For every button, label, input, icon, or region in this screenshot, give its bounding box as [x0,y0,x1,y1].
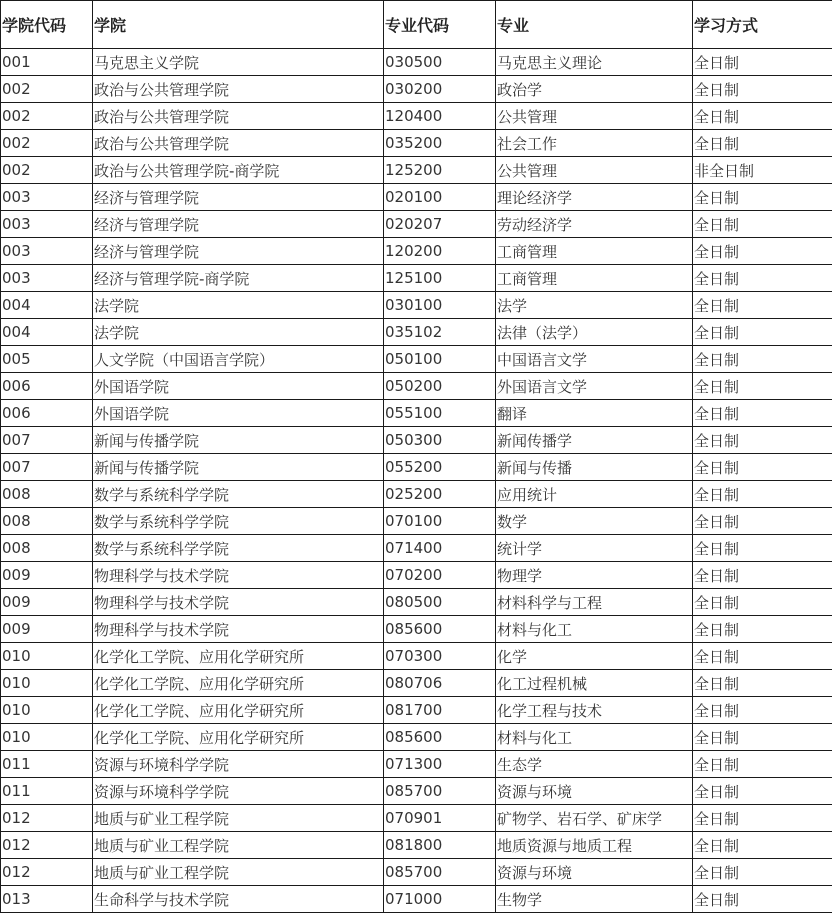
major-code-cell: 055100 [384,400,496,427]
major-cell: 工商管理 [496,265,693,292]
table-row [1,184,832,211]
study-mode-cell: 全日制 [693,346,832,373]
table-row [1,454,832,481]
major-cell: 劳动经济学 [496,211,693,238]
college-cell: 物理科学与技术学院 [93,562,384,589]
college-code-cell: 012 [1,832,93,859]
table-row [1,319,832,346]
study-mode-cell: 全日制 [693,724,832,751]
college-cell: 物理科学与技术学院 [93,616,384,643]
table-row [1,778,832,805]
college-cell: 政治与公共管理学院 [93,103,384,130]
major-cell: 政治学 [496,76,693,103]
college-cell: 数学与系统科学学院 [93,481,384,508]
college-code-cell: 003 [1,184,93,211]
study-mode-cell: 非全日制 [693,157,832,184]
study-mode-cell: 全日制 [693,265,832,292]
college-cell: 人文学院（中国语言学院） [93,346,384,373]
study-mode-cell: 全日制 [693,400,832,427]
major-code-cell: 070300 [384,643,496,670]
table-row [1,859,832,886]
major-code-cell: 085600 [384,724,496,751]
major-cell: 化学工程与技术 [496,697,693,724]
college-code-cell: 002 [1,130,93,157]
major-cell: 新闻传播学 [496,427,693,454]
major-cell: 统计学 [496,535,693,562]
college-cell: 资源与环境科学学院 [93,778,384,805]
college-code-cell: 008 [1,535,93,562]
major-code-cell: 070100 [384,508,496,535]
college-code-cell: 011 [1,778,93,805]
header-college-code: 学院代码 [1,1,93,49]
major-cell: 外国语言文学 [496,373,693,400]
major-cell: 数学 [496,508,693,535]
college-code-cell: 004 [1,319,93,346]
major-code-cell: 030500 [384,49,496,76]
major-code-cell: 081700 [384,697,496,724]
study-mode-cell: 全日制 [693,238,832,265]
study-mode-cell: 全日制 [693,697,832,724]
major-code-cell: 020100 [384,184,496,211]
college-cell: 外国语学院 [93,373,384,400]
college-code-cell: 010 [1,643,93,670]
college-code-cell: 010 [1,724,93,751]
major-cell: 工商管理 [496,238,693,265]
college-cell: 经济与管理学院 [93,211,384,238]
study-mode-cell: 全日制 [693,49,832,76]
college-code-cell: 011 [1,751,93,778]
college-cell: 法学院 [93,292,384,319]
table-row [1,508,832,535]
major-cell: 理论经济学 [496,184,693,211]
major-code-cell: 120200 [384,238,496,265]
header-study-mode: 学习方式 [693,1,832,49]
study-mode-cell: 全日制 [693,481,832,508]
college-code-cell: 007 [1,454,93,481]
college-code-cell: 002 [1,76,93,103]
table-row [1,535,832,562]
table-row [1,616,832,643]
college-code-cell: 007 [1,427,93,454]
college-cell: 化学化工学院、应用化学研究所 [93,670,384,697]
college-cell: 地质与矿业工程学院 [93,832,384,859]
college-cell: 化学化工学院、应用化学研究所 [93,697,384,724]
college-code-cell: 010 [1,670,93,697]
table-row [1,373,832,400]
study-mode-cell: 全日制 [693,373,832,400]
college-cell: 新闻与传播学院 [93,427,384,454]
major-code-cell: 025200 [384,481,496,508]
college-cell: 物理科学与技术学院 [93,589,384,616]
table-header-row [1,1,832,49]
college-cell: 数学与系统科学学院 [93,535,384,562]
major-code-cell: 050100 [384,346,496,373]
college-code-cell: 003 [1,238,93,265]
college-cell: 资源与环境科学学院 [93,751,384,778]
major-code-cell: 080706 [384,670,496,697]
study-mode-cell: 全日制 [693,805,832,832]
table-row [1,76,832,103]
study-mode-cell: 全日制 [693,616,832,643]
major-cell: 新闻与传播 [496,454,693,481]
major-cell: 法律（法学） [496,319,693,346]
major-code-cell: 030100 [384,292,496,319]
college-code-cell: 003 [1,211,93,238]
college-code-cell: 005 [1,346,93,373]
major-code-cell: 071300 [384,751,496,778]
table-row [1,697,832,724]
college-code-cell: 002 [1,157,93,184]
college-cell: 新闻与传播学院 [93,454,384,481]
college-code-cell: 006 [1,400,93,427]
college-cell: 经济与管理学院 [93,184,384,211]
table-row [1,562,832,589]
college-code-cell: 012 [1,805,93,832]
study-mode-cell: 全日制 [693,886,832,913]
major-code-cell: 030200 [384,76,496,103]
college-code-cell: 009 [1,616,93,643]
header-college: 学院 [93,1,384,49]
table-row [1,49,832,76]
college-code-cell: 002 [1,103,93,130]
major-cell: 材料科学与工程 [496,589,693,616]
college-cell: 化学化工学院、应用化学研究所 [93,724,384,751]
study-mode-cell: 全日制 [693,670,832,697]
college-cell: 地质与矿业工程学院 [93,859,384,886]
college-code-cell: 001 [1,49,93,76]
major-cell: 公共管理 [496,103,693,130]
major-cell: 社会工作 [496,130,693,157]
college-code-cell: 003 [1,265,93,292]
study-mode-cell: 全日制 [693,778,832,805]
college-cell: 政治与公共管理学院-商学院 [93,157,384,184]
major-code-cell: 055200 [384,454,496,481]
college-code-cell: 008 [1,508,93,535]
major-cell: 物理学 [496,562,693,589]
study-mode-cell: 全日制 [693,589,832,616]
study-mode-cell: 全日制 [693,859,832,886]
header-major: 专业 [496,1,693,49]
study-mode-cell: 全日制 [693,508,832,535]
college-code-cell: 009 [1,562,93,589]
study-mode-cell: 全日制 [693,130,832,157]
study-mode-cell: 全日制 [693,76,832,103]
table-row [1,211,832,238]
table-body [1,49,832,913]
study-mode-cell: 全日制 [693,751,832,778]
table-row [1,832,832,859]
major-cell: 材料与化工 [496,724,693,751]
major-code-cell: 050200 [384,373,496,400]
table-row [1,589,832,616]
major-code-cell: 050300 [384,427,496,454]
major-code-cell: 085700 [384,778,496,805]
major-cell: 化学 [496,643,693,670]
major-code-cell: 120400 [384,103,496,130]
study-mode-cell: 全日制 [693,535,832,562]
college-code-cell: 006 [1,373,93,400]
college-code-cell: 009 [1,589,93,616]
major-cell: 化工过程机械 [496,670,693,697]
major-cell: 公共管理 [496,157,693,184]
study-mode-cell: 全日制 [693,643,832,670]
college-cell: 外国语学院 [93,400,384,427]
major-code-cell: 085600 [384,616,496,643]
major-cell: 翻译 [496,400,693,427]
major-cell: 地质资源与地质工程 [496,832,693,859]
table-row [1,292,832,319]
major-code-cell: 125200 [384,157,496,184]
table-row [1,670,832,697]
table-row [1,751,832,778]
college-code-cell: 008 [1,481,93,508]
study-mode-cell: 全日制 [693,292,832,319]
major-cell: 资源与环境 [496,859,693,886]
table-row [1,130,832,157]
college-code-cell: 004 [1,292,93,319]
major-cell: 生态学 [496,751,693,778]
major-cell: 材料与化工 [496,616,693,643]
study-mode-cell: 全日制 [693,319,832,346]
college-code-cell: 010 [1,697,93,724]
college-cell: 经济与管理学院-商学院 [93,265,384,292]
major-code-cell: 080500 [384,589,496,616]
college-cell: 地质与矿业工程学院 [93,805,384,832]
major-code-cell: 085700 [384,859,496,886]
study-mode-cell: 全日制 [693,562,832,589]
table-row [1,886,832,913]
college-code-cell: 012 [1,859,93,886]
table-row [1,265,832,292]
major-code-cell: 070200 [384,562,496,589]
study-mode-cell: 全日制 [693,832,832,859]
table-row [1,346,832,373]
college-cell: 数学与系统科学学院 [93,508,384,535]
major-code-cell: 125100 [384,265,496,292]
college-cell: 化学化工学院、应用化学研究所 [93,643,384,670]
study-mode-cell: 全日制 [693,454,832,481]
major-code-cell: 081800 [384,832,496,859]
college-code-cell: 013 [1,886,93,913]
table-row [1,643,832,670]
study-mode-cell: 全日制 [693,184,832,211]
table-row [1,805,832,832]
study-mode-cell: 全日制 [693,103,832,130]
college-cell: 马克思主义学院 [93,49,384,76]
table-row [1,157,832,184]
major-code-cell: 071000 [384,886,496,913]
college-cell: 经济与管理学院 [93,238,384,265]
college-cell: 生命科学与技术学院 [93,886,384,913]
table-row [1,427,832,454]
major-code-cell: 070901 [384,805,496,832]
college-cell: 政治与公共管理学院 [93,130,384,157]
major-cell: 中国语言文学 [496,346,693,373]
college-cell: 法学院 [93,319,384,346]
table-row [1,238,832,265]
major-cell: 马克思主义理论 [496,49,693,76]
major-cell: 生物学 [496,886,693,913]
table-row [1,103,832,130]
major-code-cell: 035102 [384,319,496,346]
college-cell: 政治与公共管理学院 [93,76,384,103]
table-row [1,400,832,427]
table-row [1,481,832,508]
major-cell: 应用统计 [496,481,693,508]
major-code-cell: 020207 [384,211,496,238]
study-mode-cell: 全日制 [693,211,832,238]
header-major-code: 专业代码 [384,1,496,49]
major-code-cell: 035200 [384,130,496,157]
major-cell: 法学 [496,292,693,319]
major-cell: 资源与环境 [496,778,693,805]
major-cell: 矿物学、岩石学、矿床学 [496,805,693,832]
table-row [1,724,832,751]
major-code-cell: 071400 [384,535,496,562]
study-mode-cell: 全日制 [693,427,832,454]
